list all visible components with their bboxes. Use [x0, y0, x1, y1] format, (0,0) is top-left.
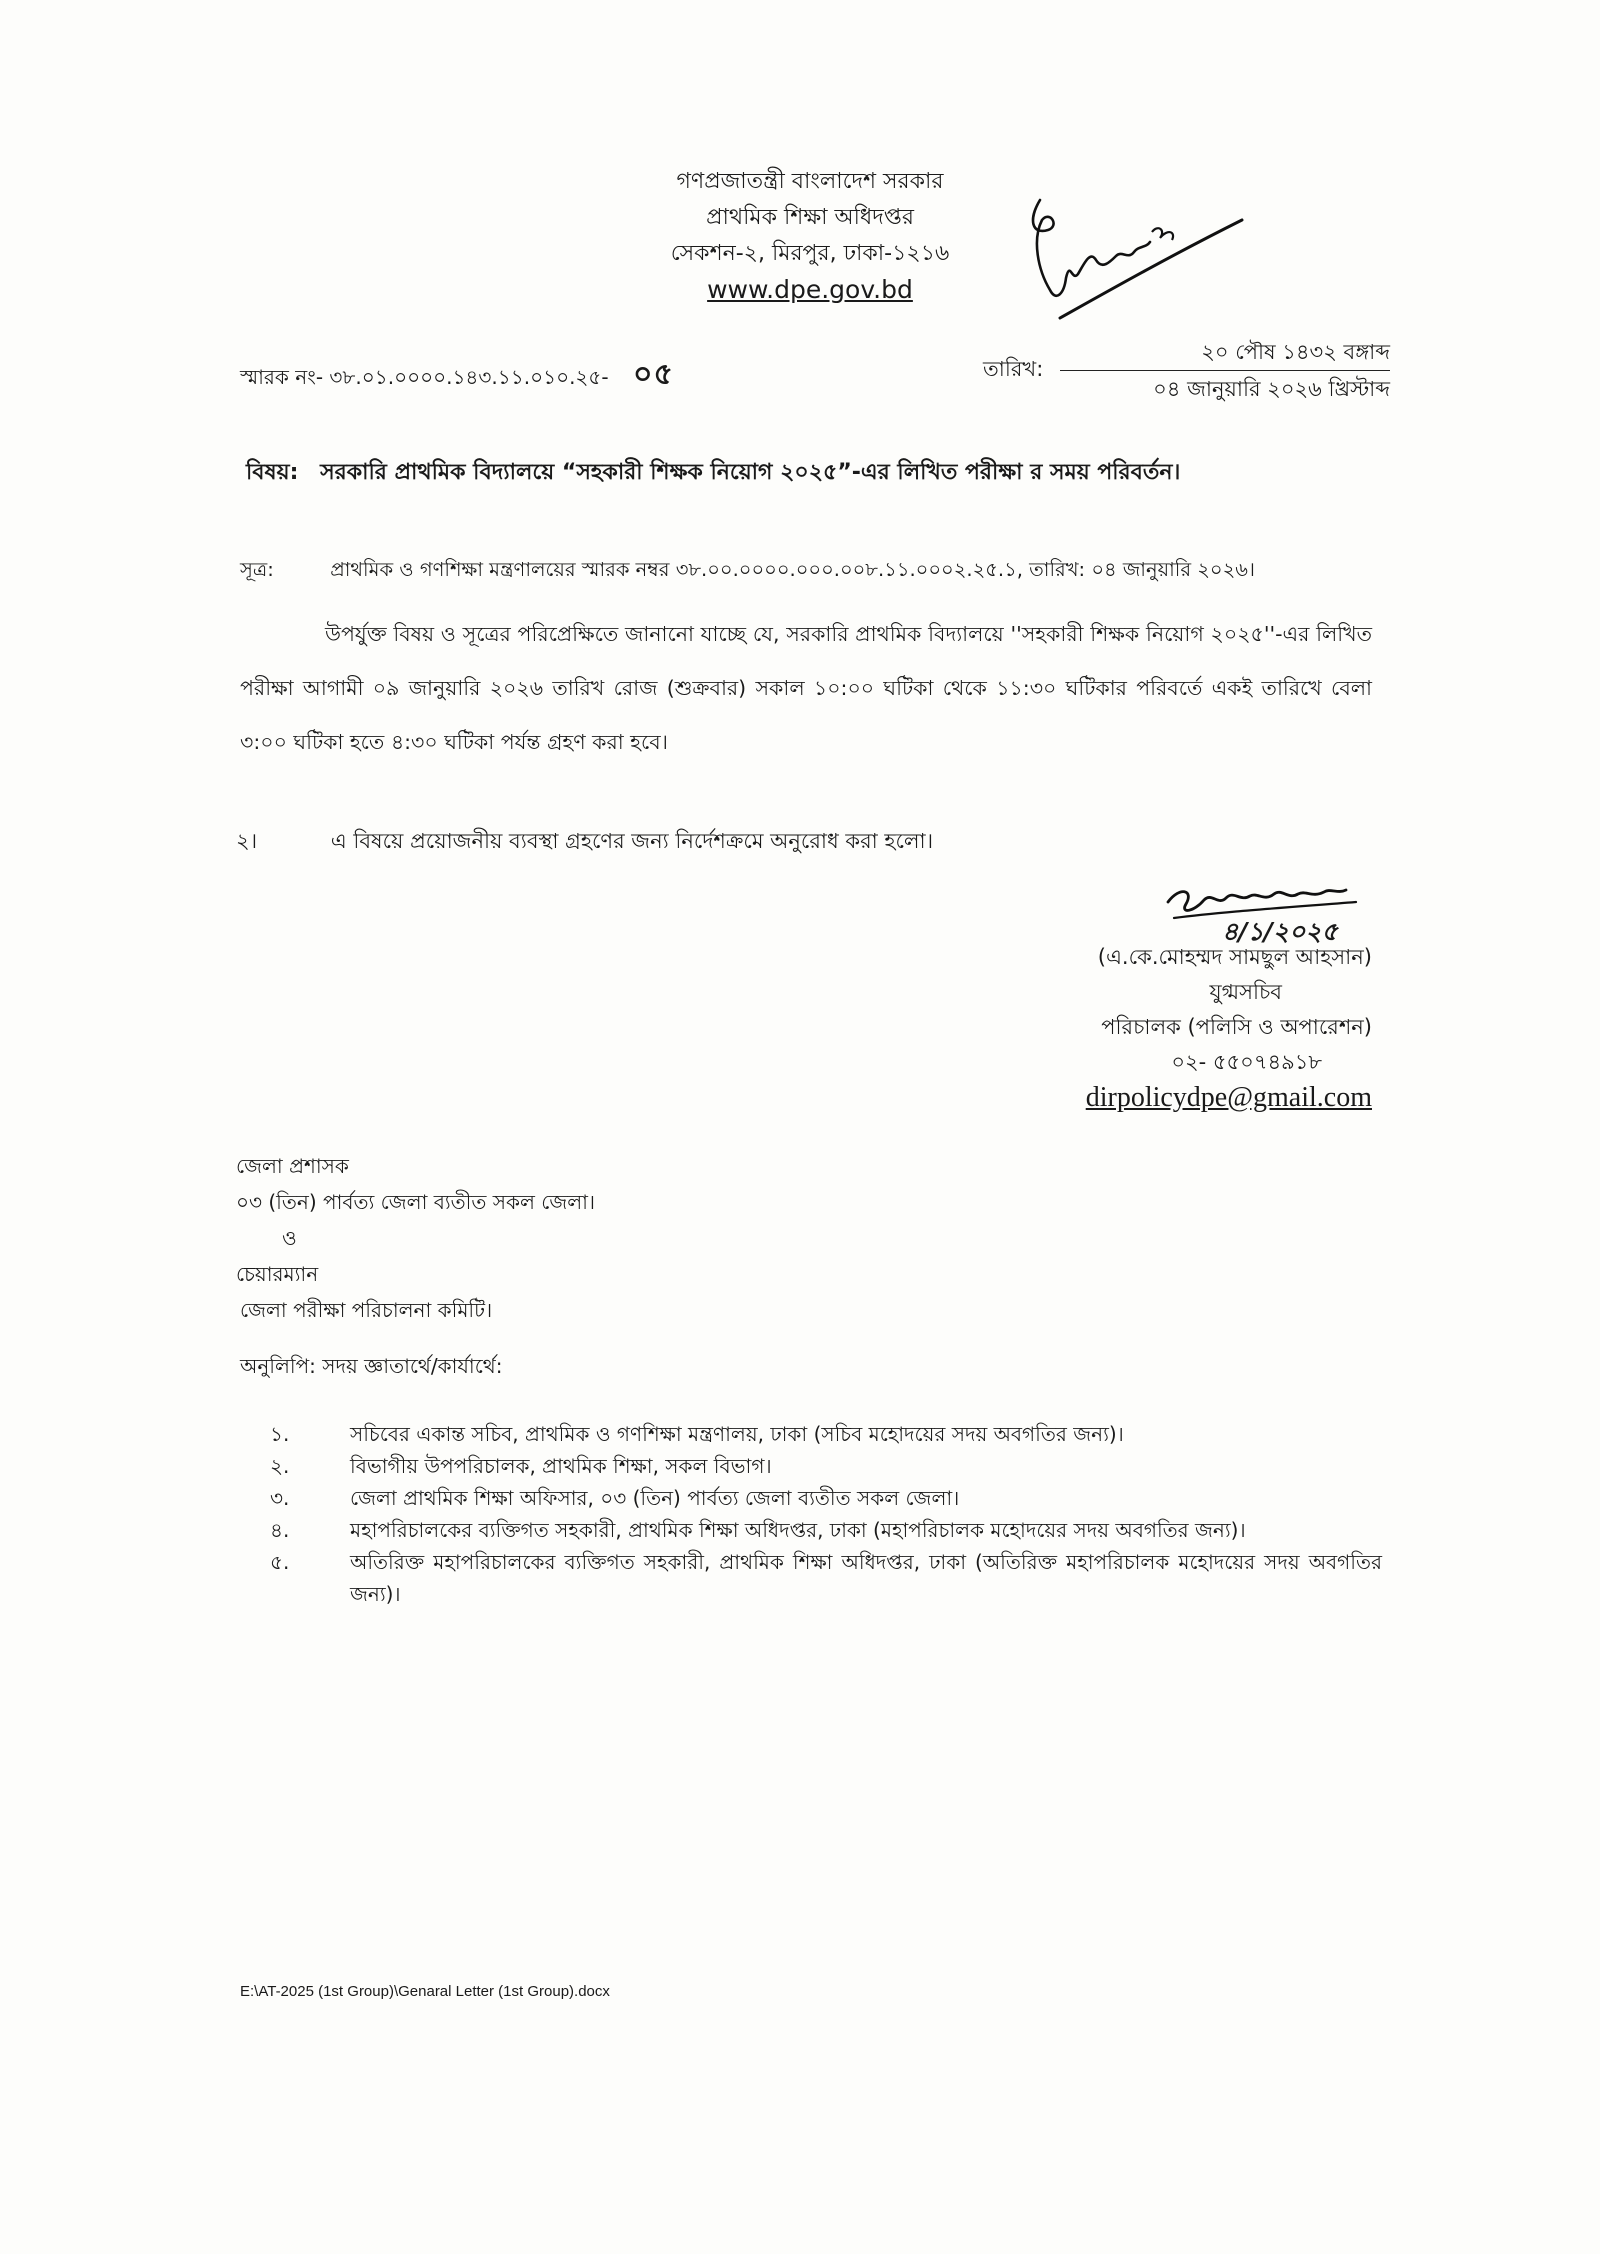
copy-item-number: ৩. [270, 1486, 290, 1510]
date-gregorian: ০৪ জানুয়ারি ২০২৬ খ্রিস্টাব্দ [1153, 377, 1390, 401]
copy-item [240, 1450, 1382, 1482]
copy-label: অনুলিপি: সদয় জ্ঞাতার্থে/কার্যার্থে: [240, 1354, 503, 1378]
letterhead-government: গণপ্রজাতন্ত্রী বাংলাদেশ সরকার [676, 169, 944, 194]
addressee-line-2: ০৩ (তিন) পার্বত্য জেলা ব্যতীত সকল জেলা। [236, 1190, 596, 1214]
reference-line [240, 556, 1390, 588]
copy-item-number: ২. [270, 1454, 290, 1478]
addressee-line-5: জেলা পরীক্ষা পরিচালনা কমিটি। [240, 1298, 493, 1322]
copy-item-number: ৪. [270, 1518, 290, 1542]
subject-text: সরকারি প্রাথমিক বিদ্যালয়ে “সহকারী শিক্ষক নিয়োগ ২০২৫”-এর লিখিত পরীক্ষা র সময় পরিবর্তন। [320, 460, 1181, 485]
copy-item [240, 1514, 1382, 1546]
reference-label: সূত্র: [240, 558, 274, 581]
signatory-email-link[interactable]: dirpolicydpe@gmail.com [1085, 1082, 1372, 1113]
paragraph-2-number: ২। [236, 829, 258, 853]
body-paragraph-1: উপর্যুক্ত বিষয় ও সূত্রের পরিপ্রেক্ষিতে জানানো যাচ্ছে যে, সরকারি প্রাথমিক বিদ্যালয়ে ''সহকারী শিক্ষক নিয়োগ ২০২৫''-এর লিখিত পরীক্ষা আগামী ০৯ জানুয়ারি ২০২৬ তারিখ রোজ (শুক্রবার) সকাল ১০:০০ ঘটিকা থেকে ১১:৩০ ঘটিকার পরিবর্তে একই তারিখে বেলা ৩:০০ ঘটিকা হতে ৪:৩০ ঘটিকা পর্যন্ত গ্রহণ করা হবে। [240, 622, 1372, 754]
copy-item-text: মহাপরিচালকের ব্যক্তিগত সহকারী, প্রাথমিক শিক্ষা অধিদপ্তর, ঢাকা (মহাপরিচালক মহোদয়ের সদয় অবগতির জন্য)। [350, 1518, 1246, 1542]
date-label: তারিখ: [983, 357, 1044, 381]
memo-number-label: স্মারক নং- ৩৮.০১.০০০০.১৪৩.১১.০১০.২৫- [240, 365, 609, 389]
signatory-position: পরিচালক (পলিসি ও অপারেশন) [1101, 1015, 1372, 1039]
letterhead-department: প্রাথমিক শিক্ষা অধিদপ্তর [706, 205, 914, 230]
copy-item-text: জেলা প্রাথমিক শিক্ষা অফিসার, ০৩ (তিন) পার্বত্য জেলা ব্যতীত সকল জেলা। [350, 1486, 960, 1510]
copy-item [240, 1418, 1382, 1450]
copy-item-text: বিভাগীয় উপপরিচালক, প্রাথমিক শিক্ষা, সকল বিভাগ। [350, 1454, 772, 1478]
footer-file-path: E:\AT-2025 (1st Group)\Genaral Letter (1st Group).docx [240, 1983, 610, 2000]
date-divider [1060, 370, 1390, 371]
addressee-line-4: চেয়ারম্যান [236, 1262, 319, 1286]
signatory-phone: ০২- ৫৫০৭৪৯১৮ [1171, 1050, 1322, 1074]
letterhead-website-link[interactable]: www.dpe.gov.bd [707, 275, 913, 304]
initial-signature-graphic [1020, 190, 1260, 340]
copy-item [240, 1482, 1382, 1514]
subject-label: বিষয়: [246, 460, 299, 485]
body-paragraph-2 [236, 825, 1376, 860]
copy-recipients-list [240, 1418, 1382, 1610]
memo-handwritten-number: ০৫ [632, 357, 674, 392]
reference-text: প্রাথমিক ও গণশিক্ষা মন্ত্রণালয়ের স্মারক নম্বর ৩৮.০০.০০০০.০০০.০০৮.১১.০০০২.২৫.১, তারিখ: ০৪ জানুয়ারি ২০২৬। [330, 558, 1255, 581]
addressee-line-1: জেলা প্রশাসক [236, 1154, 349, 1178]
signatory-designation: যুগ্মসচিব [1209, 980, 1282, 1004]
signature-handwritten-date: ৪/১/২০২৫ [1222, 917, 1338, 946]
copy-item [240, 1546, 1382, 1610]
memo-reference [240, 350, 674, 401]
date-bangla: ২০ পৌষ ১৪৩২ বঙ্গাব্দ [1201, 340, 1390, 364]
paragraph-2-text: এ বিষয়ে প্রয়োজনীয় ব্যবস্থা গ্রহণের জন্য নির্দেশক্রমে অনুরোধ করা হলো। [330, 829, 934, 853]
letterhead [600, 164, 1020, 308]
copy-item-text: সচিবের একান্ত সচিব, প্রাথমিক ও গণশিক্ষা মন্ত্রণালয়, ঢাকা (সচিব মহোদয়ের সদয় অবগতির জন্য)। [350, 1422, 1124, 1446]
signatory-name: (এ.কে.মোহম্মদ সামছুল আহসান) [1097, 945, 1372, 969]
copy-item-number: ১. [270, 1422, 290, 1446]
signatory-block [900, 940, 1372, 1115]
addressee-block [236, 1148, 936, 1328]
subject-line [246, 455, 1396, 492]
addressee-connector: ও [282, 1226, 297, 1250]
copy-item-number: ৫. [270, 1550, 290, 1574]
letterhead-address: সেকশন-২, মিরপুর, ঢাকা-১২১৬ [670, 241, 950, 266]
copy-item-text: অতিরিক্ত মহাপরিচালকের ব্যক্তিগত সহকারী, প্রাথমিক শিক্ষা অধিদপ্তর, ঢাকা (অতিরিক্ত মহাপরিচালক মহোদয়ের সদয় অবগতির জন্য)। [350, 1550, 1382, 1606]
